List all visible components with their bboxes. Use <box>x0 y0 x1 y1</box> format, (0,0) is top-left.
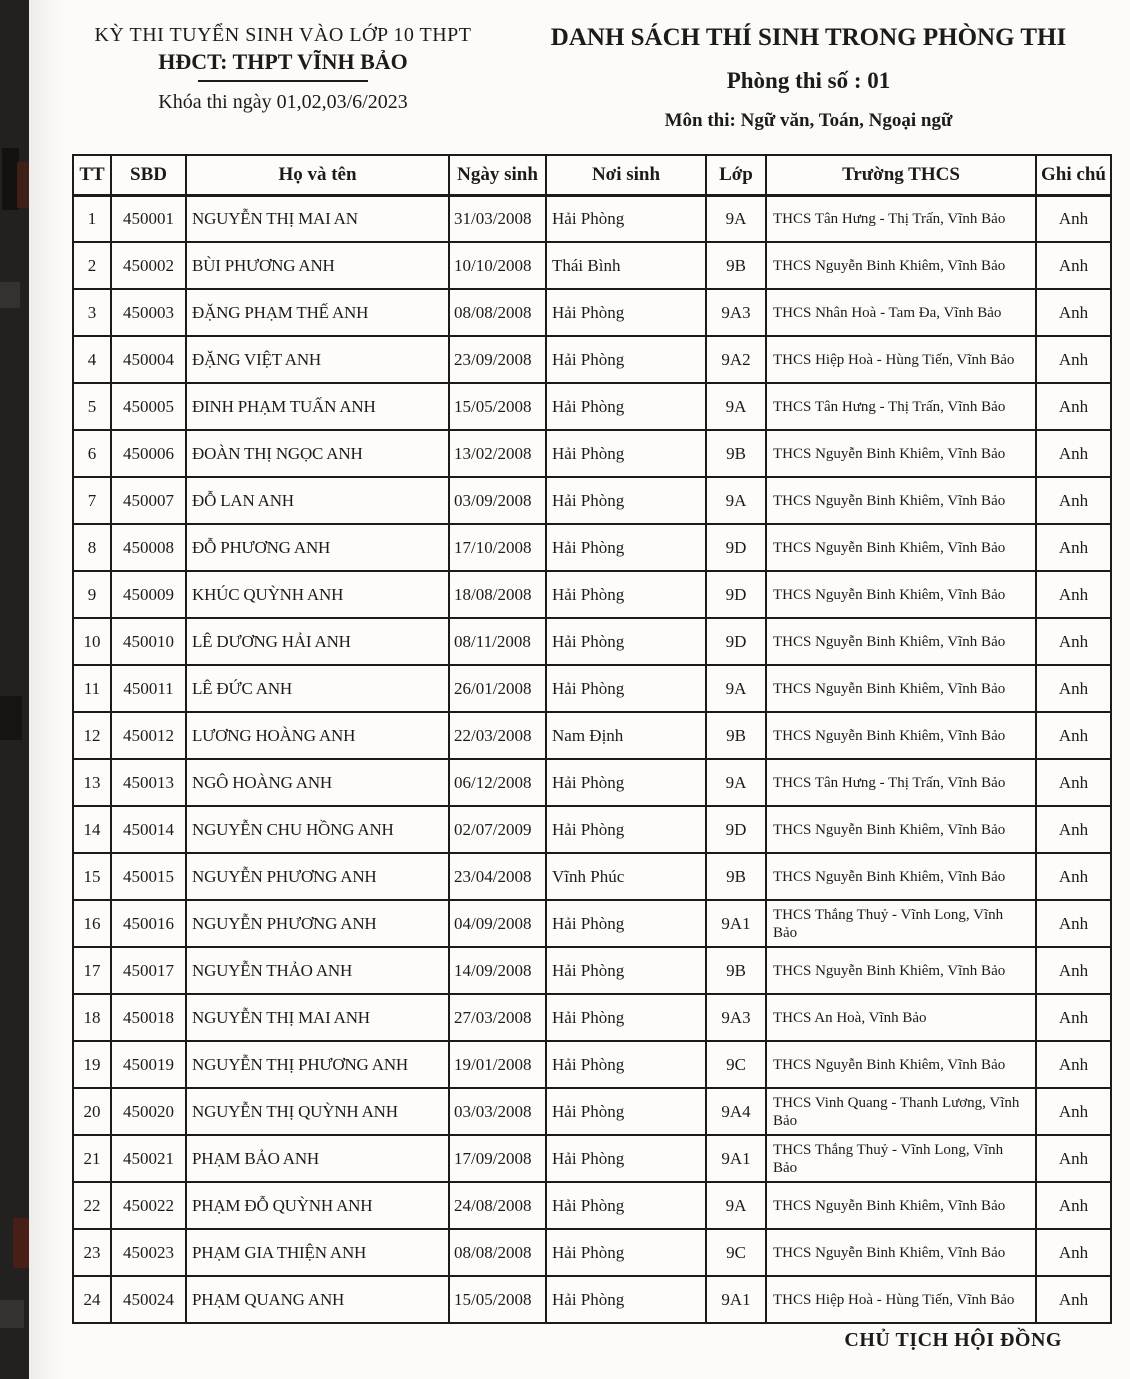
council-name: HĐCT: THPT VĨNH BẢO <box>158 49 408 74</box>
table-row <box>73 712 1111 759</box>
cell-tt: 22 <box>73 1182 111 1229</box>
cell-dob: 02/07/2009 <box>449 806 546 853</box>
cell-name: NGUYỄN THỊ MAI ANH <box>186 994 449 1041</box>
cell-pob: Vĩnh Phúc <box>546 853 706 900</box>
cell-pob: Hải Phòng <box>546 383 706 430</box>
cell-class: 9A <box>706 1182 766 1229</box>
cell-name: NGUYỄN CHU HỒNG ANH <box>186 806 449 853</box>
cell-pob: Hải Phòng <box>546 994 706 1041</box>
cell-class: 9C <box>706 1229 766 1276</box>
cell-pob: Nam Định <box>546 712 706 759</box>
cell-class: 9A <box>706 665 766 712</box>
cell-pob: Hải Phòng <box>546 477 706 524</box>
cell-note: Anh <box>1036 1135 1111 1182</box>
cell-note: Anh <box>1036 853 1111 900</box>
cell-name: ĐẶNG VIỆT ANH <box>186 336 449 383</box>
col-header-class: Lớp <box>706 155 766 195</box>
cell-name: PHẠM QUANG ANH <box>186 1276 449 1323</box>
cell-name: ĐỖ PHƯƠNG ANH <box>186 524 449 571</box>
cell-dob: 08/11/2008 <box>449 618 546 665</box>
cell-school: THCS Nguyễn Binh Khiêm, Vĩnh Bảo <box>766 618 1036 665</box>
cell-name: BÙI PHƯƠNG ANH <box>186 242 449 289</box>
table-row <box>73 524 1111 571</box>
cell-tt: 21 <box>73 1135 111 1182</box>
cell-class: 9D <box>706 618 766 665</box>
scan-artifact <box>0 1300 24 1328</box>
cell-pob: Hải Phòng <box>546 195 706 242</box>
table-row <box>73 994 1111 1041</box>
cell-note: Anh <box>1036 1276 1111 1323</box>
header-underline <box>198 80 368 82</box>
table-header <box>73 155 1111 195</box>
header-left-block <box>73 24 493 132</box>
cell-tt: 13 <box>73 759 111 806</box>
cell-sbd: 450017 <box>111 947 186 994</box>
cell-sbd: 450016 <box>111 900 186 947</box>
cell-pob: Hải Phòng <box>546 571 706 618</box>
scan-artifact <box>0 282 20 308</box>
cell-dob: 19/01/2008 <box>449 1041 546 1088</box>
candidate-table <box>72 154 1112 1324</box>
cell-dob: 15/05/2008 <box>449 1276 546 1323</box>
cell-tt: 19 <box>73 1041 111 1088</box>
cell-tt: 10 <box>73 618 111 665</box>
cell-class: 9B <box>706 242 766 289</box>
col-header-tt: TT <box>73 155 111 195</box>
table-row <box>73 759 1111 806</box>
cell-sbd: 450014 <box>111 806 186 853</box>
cell-dob: 08/08/2008 <box>449 289 546 336</box>
table-row <box>73 571 1111 618</box>
cell-sbd: 450019 <box>111 1041 186 1088</box>
cell-name: PHẠM GIA THIỆN ANH <box>186 1229 449 1276</box>
cell-sbd: 450011 <box>111 665 186 712</box>
scan-artifact <box>13 1218 29 1268</box>
cell-note: Anh <box>1036 242 1111 289</box>
cell-tt: 4 <box>73 336 111 383</box>
cell-dob: 08/08/2008 <box>449 1229 546 1276</box>
cell-note: Anh <box>1036 1041 1111 1088</box>
cell-dob: 03/03/2008 <box>449 1088 546 1135</box>
cell-pob: Hải Phòng <box>546 430 706 477</box>
cell-school: THCS An Hoà, Vĩnh Bảo <box>766 994 1036 1041</box>
cell-sbd: 450015 <box>111 853 186 900</box>
cell-tt: 15 <box>73 853 111 900</box>
cell-pob: Hải Phòng <box>546 1041 706 1088</box>
cell-dob: 17/09/2008 <box>449 1135 546 1182</box>
cell-school: THCS Tân Hưng - Thị Trấn, Vĩnh Bảo <box>766 195 1036 242</box>
document-page <box>29 0 1130 1379</box>
cell-class: 9A3 <box>706 994 766 1041</box>
cell-note: Anh <box>1036 195 1111 242</box>
cell-tt: 11 <box>73 665 111 712</box>
cell-tt: 5 <box>73 383 111 430</box>
cell-pob: Hải Phòng <box>546 289 706 336</box>
cell-note: Anh <box>1036 665 1111 712</box>
cell-school: THCS Thắng Thuỷ - Vĩnh Long, Vĩnh Bảo <box>766 900 1036 947</box>
cell-school: THCS Nguyễn Binh Khiêm, Vĩnh Bảo <box>766 806 1036 853</box>
cell-name: NGUYỄN THẢO ANH <box>186 947 449 994</box>
col-header-dob: Ngày sinh <box>449 155 546 195</box>
col-header-note: Ghi chú <box>1036 155 1111 195</box>
cell-pob: Hải Phòng <box>546 806 706 853</box>
cell-class: 9A <box>706 195 766 242</box>
cell-note: Anh <box>1036 430 1111 477</box>
col-header-name: Họ và tên <box>186 155 449 195</box>
cell-name: NGUYỄN THỊ PHƯƠNG ANH <box>186 1041 449 1088</box>
cell-class: 9A <box>706 477 766 524</box>
cell-tt: 23 <box>73 1229 111 1276</box>
cell-school: THCS Nguyễn Binh Khiêm, Vĩnh Bảo <box>766 947 1036 994</box>
cell-sbd: 450003 <box>111 289 186 336</box>
table-row <box>73 1135 1111 1182</box>
table-row <box>73 806 1111 853</box>
table-row <box>73 430 1111 477</box>
table-row <box>73 242 1111 289</box>
cell-tt: 12 <box>73 712 111 759</box>
cell-dob: 13/02/2008 <box>449 430 546 477</box>
cell-note: Anh <box>1036 947 1111 994</box>
cell-dob: 15/05/2008 <box>449 383 546 430</box>
cell-tt: 14 <box>73 806 111 853</box>
cell-dob: 04/09/2008 <box>449 900 546 947</box>
col-header-school: Trường THCS <box>766 155 1036 195</box>
cell-class: 9B <box>706 712 766 759</box>
cell-school: THCS Nguyễn Binh Khiêm, Vĩnh Bảo <box>766 430 1036 477</box>
cell-class: 9A2 <box>706 336 766 383</box>
cell-school: THCS Nguyễn Binh Khiêm, Vĩnh Bảo <box>766 571 1036 618</box>
cell-school: THCS Tân Hưng - Thị Trấn, Vĩnh Bảo <box>766 759 1036 806</box>
table-row <box>73 618 1111 665</box>
cell-note: Anh <box>1036 900 1111 947</box>
cell-name: NGUYỄN PHƯƠNG ANH <box>186 853 449 900</box>
exam-dates: Khóa thi ngày 01,02,03/6/2023 <box>158 91 408 113</box>
cell-tt: 3 <box>73 289 111 336</box>
cell-name: LÊ ĐỨC ANH <box>186 665 449 712</box>
scan-artifact <box>0 696 22 740</box>
cell-class: 9A <box>706 759 766 806</box>
table-row <box>73 336 1111 383</box>
cell-class: 9A1 <box>706 1135 766 1182</box>
cell-sbd: 450024 <box>111 1276 186 1323</box>
cell-school: THCS Nguyễn Binh Khiêm, Vĩnh Bảo <box>766 524 1036 571</box>
cell-school: THCS Hiệp Hoà - Hùng Tiến, Vĩnh Bảo <box>766 336 1036 383</box>
table-row <box>73 1088 1111 1135</box>
cell-school: THCS Nguyễn Binh Khiêm, Vĩnh Bảo <box>766 242 1036 289</box>
cell-note: Anh <box>1036 524 1111 571</box>
signature-title: CHỦ TỊCH HỘI ĐỒNG <box>844 1329 1062 1351</box>
table-row <box>73 1229 1111 1276</box>
cell-school: THCS Nguyễn Binh Khiêm, Vĩnh Bảo <box>766 1041 1036 1088</box>
document-header <box>29 0 1130 132</box>
cell-class: 9B <box>706 947 766 994</box>
cell-note: Anh <box>1036 571 1111 618</box>
cell-note: Anh <box>1036 1182 1111 1229</box>
cell-dob: 14/09/2008 <box>449 947 546 994</box>
cell-pob: Hải Phòng <box>546 1229 706 1276</box>
cell-school: THCS Thắng Thuỷ - Vĩnh Long, Vĩnh Bảo <box>766 1135 1036 1182</box>
cell-school: THCS Tân Hưng - Thị Trấn, Vĩnh Bảo <box>766 383 1036 430</box>
cell-dob: 18/08/2008 <box>449 571 546 618</box>
cell-pob: Hải Phòng <box>546 1182 706 1229</box>
cell-class: 9D <box>706 806 766 853</box>
cell-dob: 24/08/2008 <box>449 1182 546 1229</box>
cell-name: LƯƠNG HOÀNG ANH <box>186 712 449 759</box>
table-row <box>73 1276 1111 1323</box>
cell-class: 9D <box>706 571 766 618</box>
cell-class: 9C <box>706 1041 766 1088</box>
cell-pob: Hải Phòng <box>546 665 706 712</box>
cell-name: NGÔ HOÀNG ANH <box>186 759 449 806</box>
cell-school: THCS Nguyễn Binh Khiêm, Vĩnh Bảo <box>766 712 1036 759</box>
cell-sbd: 450001 <box>111 195 186 242</box>
cell-tt: 24 <box>73 1276 111 1323</box>
cell-pob: Hải Phòng <box>546 947 706 994</box>
cell-dob: 23/09/2008 <box>449 336 546 383</box>
cell-tt: 16 <box>73 900 111 947</box>
exam-subjects: Môn thi: Ngữ văn, Toán, Ngoại ngữ <box>664 110 953 131</box>
cell-tt: 8 <box>73 524 111 571</box>
col-header-sbd: SBD <box>111 155 186 195</box>
table-row <box>73 853 1111 900</box>
cell-tt: 9 <box>73 571 111 618</box>
cell-dob: 06/12/2008 <box>449 759 546 806</box>
cell-name: KHÚC QUỲNH ANH <box>186 571 449 618</box>
header-row <box>73 155 1111 195</box>
cell-note: Anh <box>1036 383 1111 430</box>
cell-sbd: 450006 <box>111 430 186 477</box>
cell-dob: 22/03/2008 <box>449 712 546 759</box>
cell-note: Anh <box>1036 712 1111 759</box>
cell-school: THCS Nhân Hoà - Tam Đa, Vĩnh Bảo <box>766 289 1036 336</box>
cell-note: Anh <box>1036 477 1111 524</box>
cell-note: Anh <box>1036 1229 1111 1276</box>
cell-sbd: 450007 <box>111 477 186 524</box>
cell-sbd: 450009 <box>111 571 186 618</box>
cell-tt: 20 <box>73 1088 111 1135</box>
cell-note: Anh <box>1036 759 1111 806</box>
cell-name: LÊ DƯƠNG HẢI ANH <box>186 618 449 665</box>
cell-school: THCS Vinh Quang - Thanh Lương, Vĩnh Bảo <box>766 1088 1036 1135</box>
room-number: Phòng thi số : 01 <box>726 68 891 93</box>
exam-name: KỲ THI TUYỂN SINH VÀO LỚP 10 THPT <box>94 24 472 46</box>
document-title: DANH SÁCH THÍ SINH TRONG PHÒNG THI <box>550 24 1067 51</box>
cell-name: NGUYỄN PHƯƠNG ANH <box>186 900 449 947</box>
cell-pob: Hải Phòng <box>546 1135 706 1182</box>
cell-sbd: 450021 <box>111 1135 186 1182</box>
cell-school: THCS Nguyễn Binh Khiêm, Vĩnh Bảo <box>766 1229 1036 1276</box>
cell-dob: 27/03/2008 <box>449 994 546 1041</box>
cell-sbd: 450010 <box>111 618 186 665</box>
cell-sbd: 450004 <box>111 336 186 383</box>
cell-name: NGUYỄN THỊ MAI AN <box>186 195 449 242</box>
table-row <box>73 900 1111 947</box>
cell-class: 9D <box>706 524 766 571</box>
cell-dob: 26/01/2008 <box>449 665 546 712</box>
cell-tt: 6 <box>73 430 111 477</box>
cell-pob: Hải Phòng <box>546 1088 706 1135</box>
cell-name: ĐOÀN THỊ NGỌC ANH <box>186 430 449 477</box>
cell-pob: Thái Bình <box>546 242 706 289</box>
cell-note: Anh <box>1036 336 1111 383</box>
cell-class: 9A4 <box>706 1088 766 1135</box>
cell-tt: 18 <box>73 994 111 1041</box>
cell-note: Anh <box>1036 289 1111 336</box>
cell-sbd: 450005 <box>111 383 186 430</box>
cell-dob: 31/03/2008 <box>449 195 546 242</box>
table-row <box>73 665 1111 712</box>
cell-name: ĐINH PHẠM TUẤN ANH <box>186 383 449 430</box>
table-row <box>73 383 1111 430</box>
scan-artifact <box>17 162 29 208</box>
cell-tt: 1 <box>73 195 111 242</box>
cell-name: ĐỖ LAN ANH <box>186 477 449 524</box>
cell-class: 9A1 <box>706 900 766 947</box>
table-body <box>73 195 1111 1323</box>
cell-school: THCS Hiệp Hoà - Hùng Tiến, Vĩnh Bảo <box>766 1276 1036 1323</box>
cell-tt: 7 <box>73 477 111 524</box>
table-row <box>73 1041 1111 1088</box>
cell-class: 9B <box>706 853 766 900</box>
cell-note: Anh <box>1036 806 1111 853</box>
cell-tt: 17 <box>73 947 111 994</box>
cell-class: 9A <box>706 383 766 430</box>
cell-dob: 10/10/2008 <box>449 242 546 289</box>
cell-dob: 17/10/2008 <box>449 524 546 571</box>
cell-sbd: 450013 <box>111 759 186 806</box>
cell-pob: Hải Phòng <box>546 759 706 806</box>
cell-school: THCS Nguyễn Binh Khiêm, Vĩnh Bảo <box>766 1182 1036 1229</box>
cell-class: 9A1 <box>706 1276 766 1323</box>
cell-note: Anh <box>1036 618 1111 665</box>
cell-school: THCS Nguyễn Binh Khiêm, Vĩnh Bảo <box>766 477 1036 524</box>
table-row <box>73 195 1111 242</box>
cell-sbd: 450012 <box>111 712 186 759</box>
cell-pob: Hải Phòng <box>546 1276 706 1323</box>
cell-dob: 23/04/2008 <box>449 853 546 900</box>
cell-school: THCS Nguyễn Binh Khiêm, Vĩnh Bảo <box>766 665 1036 712</box>
cell-name: NGUYỄN THỊ QUỲNH ANH <box>186 1088 449 1135</box>
cell-sbd: 450018 <box>111 994 186 1041</box>
cell-sbd: 450020 <box>111 1088 186 1135</box>
cell-name: ĐẶNG PHẠM THẾ ANH <box>186 289 449 336</box>
header-right-block <box>521 24 1096 132</box>
table-row <box>73 289 1111 336</box>
cell-pob: Hải Phòng <box>546 524 706 571</box>
table-row <box>73 947 1111 994</box>
cell-class: 9B <box>706 430 766 477</box>
table-row <box>73 1182 1111 1229</box>
cell-name: PHẠM BẢO ANH <box>186 1135 449 1182</box>
cell-note: Anh <box>1036 1088 1111 1135</box>
cell-sbd: 450022 <box>111 1182 186 1229</box>
table-row <box>73 477 1111 524</box>
cell-sbd: 450023 <box>111 1229 186 1276</box>
col-header-pob: Nơi sinh <box>546 155 706 195</box>
cell-name: PHẠM ĐỖ QUỲNH ANH <box>186 1182 449 1229</box>
cell-tt: 2 <box>73 242 111 289</box>
cell-dob: 03/09/2008 <box>449 477 546 524</box>
cell-pob: Hải Phòng <box>546 618 706 665</box>
cell-pob: Hải Phòng <box>546 336 706 383</box>
cell-school: THCS Nguyễn Binh Khiêm, Vĩnh Bảo <box>766 853 1036 900</box>
cell-class: 9A3 <box>706 289 766 336</box>
cell-note: Anh <box>1036 994 1111 1041</box>
cell-pob: Hải Phòng <box>546 900 706 947</box>
cell-sbd: 450002 <box>111 242 186 289</box>
cell-sbd: 450008 <box>111 524 186 571</box>
